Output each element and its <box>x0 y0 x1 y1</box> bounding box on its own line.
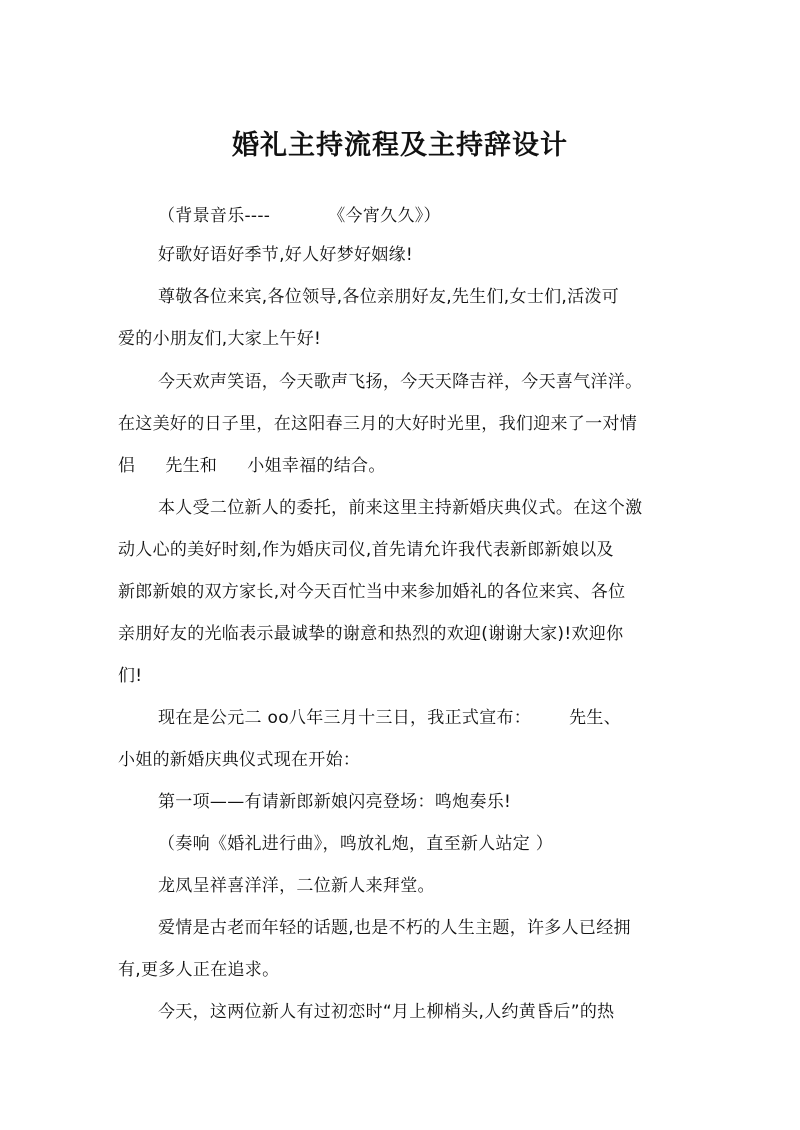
text-segment: 尊敬各位来宾,各位领导,各位亲朋好友,先生们,女士们,活泼可 <box>158 287 620 307</box>
text-segment: 新郎新娘的双方家长,对今天百忙当中来参加婚礼的各位来宾、各位 <box>118 582 626 602</box>
text-segment: 有,更多人正在追求。 <box>118 960 280 980</box>
text-segment: 《今宵久久》） <box>328 206 441 226</box>
text-segment: （背景音乐---- <box>158 206 271 226</box>
text-segment: 亲朋好友的光临表示最诚挚的谢意和热烈的欢迎(谢谢大家)!欢迎你 <box>118 624 624 644</box>
paragraph-line <box>118 664 142 688</box>
text-segment: 爱的小朋友们,大家上午好! <box>118 329 322 349</box>
text-segment: 爱情是古老而年轻的话题,也是不朽的人生主题，许多人已经拥 <box>158 918 631 938</box>
paragraph-line <box>158 204 441 228</box>
text-segment: 今天，这两位新人有过初恋时“月上柳梢头,人约黄昏后”的热 <box>158 1002 615 1022</box>
paragraph-line <box>158 370 642 394</box>
text-segment: 侣 <box>118 456 136 476</box>
text-segment: 龙凤呈祥喜洋洋，二位新人来拜堂。 <box>158 876 435 896</box>
paragraph-line <box>118 580 625 604</box>
text-segment: 本人受二位新人的委托，前来这里主持新婚庆典仪式。在这个激 <box>158 498 643 518</box>
text-segment: 小姐的新婚庆典仪式现在开始： <box>118 750 361 770</box>
paragraph-line <box>158 916 631 940</box>
paragraph-line <box>118 622 623 646</box>
paragraph-line <box>158 285 619 309</box>
text-segment: 小姐幸福的结合。 <box>247 456 386 476</box>
text-segment: 们! <box>118 666 143 686</box>
paragraph-line <box>118 454 386 478</box>
text-segment: 今天欢声笑语，今天歌声飞扬，今天天降吉祥，今天喜气洋洋。 <box>158 372 643 392</box>
text-segment: 第一项——有请新郎新娘闪亮登场：鸣炮奏乐! <box>158 792 512 812</box>
paragraph-line <box>158 1000 614 1024</box>
text-segment: 先生、 <box>569 708 622 728</box>
paragraph-line <box>118 327 321 351</box>
text-segment: 现在是公元二 oo八年三月十三日，我正式宣布： <box>158 708 532 728</box>
paragraph-line <box>158 874 435 898</box>
paragraph-line <box>158 496 642 520</box>
paragraph-line <box>118 958 279 982</box>
paragraph-line <box>158 832 553 856</box>
text-segment: 先生和 <box>165 456 218 476</box>
paragraph-line <box>118 412 637 436</box>
paragraph-line <box>158 790 511 814</box>
text-segment: 好歌好语好季节,好人好梦好姻缘! <box>158 245 414 265</box>
document-title: 婚礼主持流程及主持辞设计 <box>232 130 568 161</box>
text-segment: 在这美好的日子里，在这阳春三月的大好时光里，我们迎来了一对情 <box>118 414 637 434</box>
paragraph-line <box>158 243 413 267</box>
paragraph-line <box>158 706 621 730</box>
text-segment: 动人心的美好时刻,作为婚庆司仪,首先请允许我代表新郎新娘以及 <box>118 540 614 560</box>
paragraph-line <box>118 748 360 772</box>
text-segment: （奏响《婚礼进行曲》，鸣放礼炮，直至新人站定 ） <box>158 834 554 854</box>
paragraph-line <box>118 538 614 562</box>
